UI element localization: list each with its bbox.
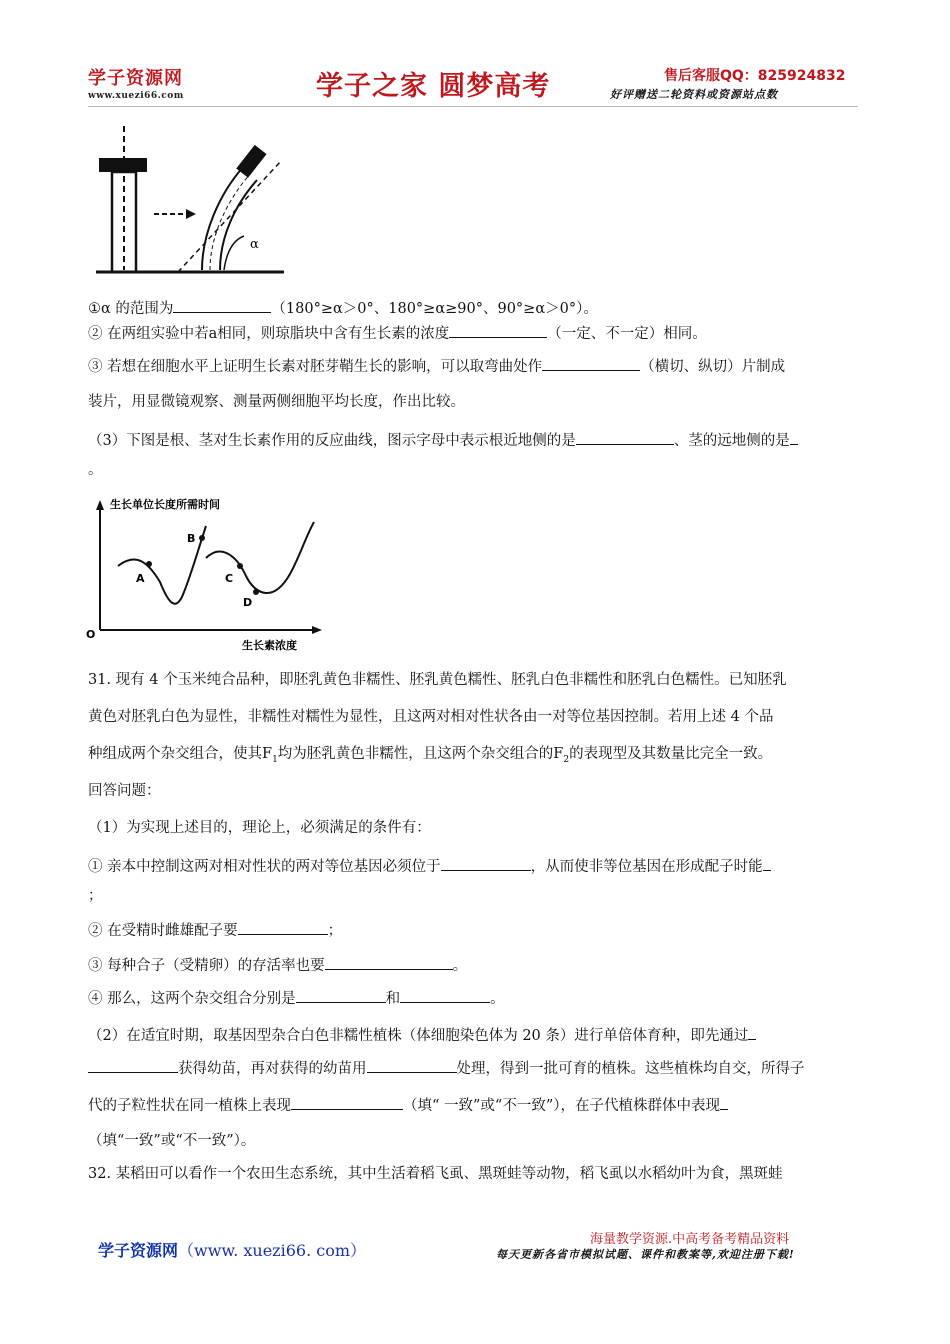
p31-text-c: 的表现型及其数量比完全一致。 xyxy=(569,746,773,762)
bent-coleoptile-edge-right xyxy=(220,180,257,270)
coleoptile-figure xyxy=(94,124,294,279)
footer-site-url[interactable]: （www. xuezi66. com） xyxy=(178,1241,367,1260)
s1b-blank xyxy=(238,919,328,935)
s2c-blank-2 xyxy=(720,1094,728,1110)
s2b-blank-1 xyxy=(88,1057,178,1073)
point-label-c: C xyxy=(225,572,234,585)
s1a-blank-2 xyxy=(763,855,771,871)
logo xyxy=(88,64,184,101)
question-q1 xyxy=(88,297,868,319)
p31-line1: 31. 现有 4 个玉米纯合品种，即胚乳黄色非糯性、胚乳黄色糯性、胚乳白色非糯性和胚乳白色糯性。已知胚乳 xyxy=(88,672,787,688)
s1a-line1 xyxy=(88,855,868,877)
agar-block-left xyxy=(99,158,147,172)
header-title: 学子之家 圆梦高考 xyxy=(316,71,551,102)
p31-line3 xyxy=(88,744,868,770)
s1a-blank-1 xyxy=(441,855,531,871)
q2-text-b: （一定、不一定）相同。 xyxy=(547,326,707,342)
header-slogan: 好评赠送二轮资料或资源站点数 xyxy=(610,88,778,101)
point-label-b: B xyxy=(187,532,196,545)
s1d-line xyxy=(88,987,868,1009)
p31-text-a: 种组成两个杂交组合，使其F xyxy=(88,746,273,762)
series-stem-curve xyxy=(206,522,314,593)
s2a-text: （2）在适宜时期，取基因型杂合白色非糯性植株（体细胞染色体为 20 条）进行单倍体育种，即先通过 xyxy=(88,1028,749,1044)
s2c-text-b: （填“ 一致”或“不一致”），在子代植株群体中表现 xyxy=(403,1098,721,1114)
angle-dashed-line xyxy=(178,160,282,272)
s1-heading: （1）为实现上述目的，理论上，必须满足的条件有： xyxy=(88,820,431,836)
q2-blank xyxy=(449,322,547,338)
footer-tagline: 海量教学资源.中高考备考精品资料 xyxy=(590,1232,790,1247)
s1a-text-b: ，从而使非等位基因在形成配子时能 xyxy=(530,859,763,875)
question-q3-line2: 装片，用显微镜观察、测量两侧细胞平均长度，作出比较。 xyxy=(88,394,465,410)
p32-line1: 32. 某稻田可以看作一个农田生态系统，其中生活着稻飞虱、黑斑蛙等动物，稻飞虱以水稻幼叶为食，黑斑蛙 xyxy=(88,1166,783,1182)
s2a-blank xyxy=(748,1024,756,1040)
arrow-head xyxy=(186,209,196,219)
angle-arc xyxy=(224,236,244,270)
service-qq: 售后客服QQ：825924832 xyxy=(664,68,846,84)
logo-url: www.xuezi66.com xyxy=(88,91,184,101)
question-q2 xyxy=(88,322,868,344)
s1c-blank xyxy=(325,954,453,970)
angle-label: α xyxy=(250,237,259,252)
s2b-blank-2 xyxy=(367,1057,457,1073)
y-axis-label: 生长单位长度所需时间 xyxy=(110,498,220,511)
bent-coleoptile-edge-left xyxy=(202,166,244,270)
s1d-text-b: 。 xyxy=(490,991,505,1007)
footer-slogan: 每天更新各省市模拟试题、课件和教案等,欢迎注册下载! xyxy=(496,1248,795,1261)
q1-blank xyxy=(173,297,271,313)
y-axis-arrow xyxy=(96,500,104,510)
s2c-text-a: 代的子粒性状在同一植株上表现 xyxy=(88,1098,291,1114)
x-axis-arrow xyxy=(312,626,322,634)
header-divider xyxy=(88,106,858,107)
s1a-text-a: ① 亲本中控制这两对相对性状的两对等位基因必须位于 xyxy=(88,859,441,875)
s2-line4: （填“一致”或“不一致”）。 xyxy=(88,1133,256,1149)
question-s3-line1 xyxy=(88,429,868,451)
q2-text-a: ② 在两组实验中若a相同，则琼脂块中含有生长素的浓度 xyxy=(88,326,450,342)
point-label-a: A xyxy=(136,572,145,585)
s2-line2 xyxy=(88,1057,868,1079)
p31-sub-1: 1 xyxy=(272,754,278,765)
s1b-text-a: ② 在受精时雌雄配子要 xyxy=(88,923,238,939)
q1-text-a: ①α 的范围为 xyxy=(88,301,174,317)
s1b-text-b: ； xyxy=(327,923,343,939)
point-label-d: D xyxy=(243,596,253,609)
s1a-line2: ； xyxy=(88,888,103,904)
s1c-text-b: 。 xyxy=(452,958,468,974)
s2c-blank-1 xyxy=(291,1094,403,1110)
s1d-text-mid: 和 xyxy=(385,991,401,1007)
q1-text-b: （180°≥α＞0°、180°≥α≥90°、90°≥α＞0°）。 xyxy=(271,301,598,317)
x-axis-label: 生长素浓度 xyxy=(242,639,297,652)
origin-label: O xyxy=(86,628,96,641)
s1b-line xyxy=(88,919,868,941)
p31-sub-2: 2 xyxy=(563,754,570,765)
s1d-text-a: ④ 那么，这两个杂交组合分别是 xyxy=(88,991,296,1007)
s1c-text-a: ③ 每种合子（受精卵）的存活率也要 xyxy=(88,958,325,974)
s2-line1 xyxy=(88,1024,868,1046)
s3-text-a: （3）下图是根、茎对生长素作用的反应曲线，图示字母中表示根近地侧的是 xyxy=(88,433,576,449)
question-s3-line2: 。 xyxy=(88,462,103,478)
s2-line3 xyxy=(88,1094,868,1116)
p31-line4: 回答问题： xyxy=(88,783,161,799)
growth-chart xyxy=(84,492,334,652)
p31-text-b: 均为胚乳黄色非糯性，且这两个杂交组合的F xyxy=(277,746,564,762)
point-c xyxy=(237,563,243,569)
q3-text-b: （横切、纵切）片制成 xyxy=(640,359,786,375)
footer-site-name: 学子资源网 xyxy=(98,1241,179,1260)
question-q3-line1 xyxy=(88,355,868,377)
logo-name: 学子资源网 xyxy=(88,68,183,89)
s1d-blank-1 xyxy=(296,987,386,1003)
s1d-blank-2 xyxy=(400,987,490,1003)
s3-text-b: 、茎的远地侧的是 xyxy=(673,433,790,449)
s2b-text-b: 处理，得到一批可育的植株。这些植株均自交，所得子 xyxy=(456,1061,805,1077)
s3-blank-1 xyxy=(576,429,674,445)
s3-blank-2 xyxy=(790,429,798,445)
agar-block-right xyxy=(236,145,266,178)
footer-site xyxy=(98,1238,366,1261)
point-a xyxy=(146,561,152,567)
point-b xyxy=(199,535,205,541)
q3-text-a: ③ 若想在细胞水平上证明生长素对胚芽鞘生长的影响，可以取弯曲处作 xyxy=(88,359,543,375)
s2b-text-a: 获得幼苗，再对获得的幼苗用 xyxy=(178,1061,367,1077)
point-d xyxy=(253,589,259,595)
s1c-line xyxy=(88,954,868,976)
q3-blank xyxy=(542,355,640,371)
p31-line2: 黄色对胚乳白色为显性，非糯性对糯性为显性，且这两对相对性状各由一对等位基因控制。若用上述 4 个品 xyxy=(88,709,774,725)
